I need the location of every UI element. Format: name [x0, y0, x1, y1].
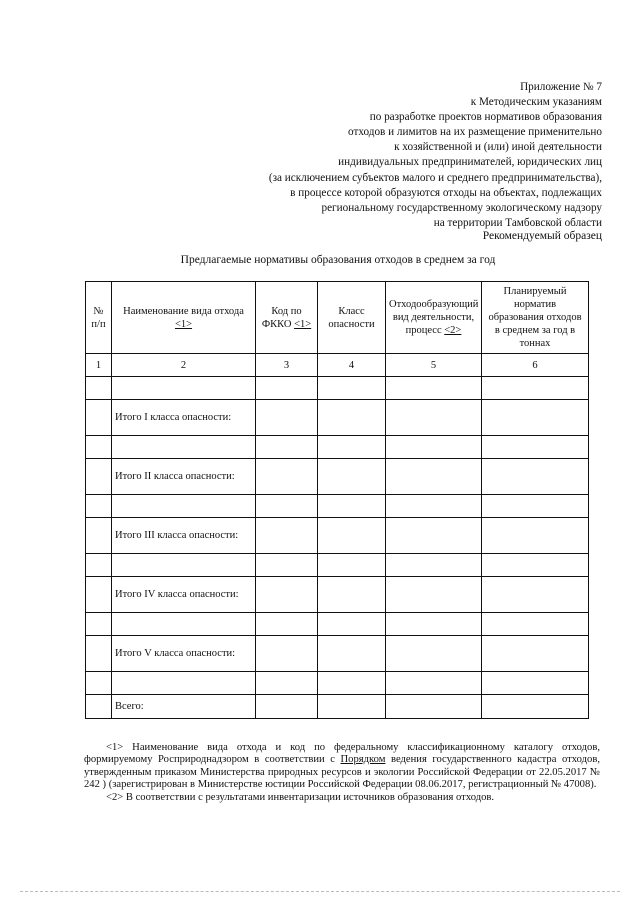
total-row-class-1: [86, 400, 589, 436]
empty-row: [86, 377, 589, 400]
header-line: региональному государственному экологическому надзору: [321, 201, 602, 214]
column-number: 2: [112, 354, 256, 377]
total-row-class-5: [86, 636, 589, 672]
appendix-header: [269, 80, 602, 231]
empty-row: [86, 554, 589, 577]
empty-row: [86, 495, 589, 518]
waste-norms-table: [85, 281, 589, 719]
table-header-row: [86, 282, 589, 354]
total-label: Итого III класса опасности:: [112, 518, 256, 554]
header-cell-activity: [386, 282, 482, 354]
header-line: к хозяйственной и (или) иной деятельности: [394, 141, 602, 154]
header-text: Отходообразующий вид деятельности, процесс: [389, 299, 479, 336]
footnotes: [84, 742, 600, 804]
header-cell-waste-name: [112, 282, 256, 354]
footnote-text: ведения государственного кадастра отходов, утвержденным приказом Министерства природных ресурсов и экологии Российской Федерации от 22.05.2017 № 242 ) (зарегистрирован в Министерстве юстиции Российской Федерации 08.06.2017, регистрационный № 47008).: [84, 754, 601, 790]
grand-total-row: [86, 695, 589, 719]
header-cell-fkko-code: [256, 282, 318, 354]
footnote-ref-2[interactable]: <2>: [444, 325, 462, 336]
column-number: 1: [86, 354, 112, 377]
total-label: Итого V класса опасности:: [112, 636, 256, 672]
column-number: 5: [386, 354, 482, 377]
empty-row: [86, 672, 589, 695]
grand-total-label: Всего:: [112, 695, 256, 719]
total-label: Итого I класса опасности:: [112, 400, 256, 436]
sample-label: Рекомендуемый образец: [482, 230, 602, 242]
empty-row: [86, 613, 589, 636]
footnote-ref-1[interactable]: <1>: [294, 318, 312, 330]
column-number: 3: [256, 354, 318, 377]
header-line: индивидуальных предпринимателей, юридических лиц: [338, 156, 602, 169]
header-line: к Методическим указаниям: [470, 96, 602, 109]
column-number-row: [86, 354, 589, 377]
column-number: 4: [318, 354, 386, 377]
total-label: Итого IV класса опасности:: [112, 577, 256, 613]
header-line: Приложение № 7: [520, 81, 602, 93]
footnote-ref-1[interactable]: <1>: [174, 318, 193, 330]
header-line: на территории Тамбовской области: [433, 216, 602, 229]
header-line: отходов и лимитов на их размещение применительно: [348, 126, 602, 139]
header-text: Код по ФККО: [261, 305, 302, 330]
header-line: в процессе которой образуются отходы на объектах, подлежащих: [290, 186, 602, 199]
header-text: Наименование вида отхода: [123, 305, 244, 317]
total-label: Итого II класса опасности:: [112, 459, 256, 495]
column-number: 6: [482, 354, 589, 377]
document-title: Предлагаемые нормативы образования отходов в среднем за год: [180, 254, 496, 266]
header-cell-planned-norm: Планируемый норматив образования отходов в среднем за год в тоннах: [482, 282, 589, 354]
header-line: (за исключением субъектов малого и среднего предпринимательства),: [268, 171, 602, 184]
order-link[interactable]: Порядком: [340, 754, 386, 766]
footnote-1: [84, 742, 600, 791]
total-row-class-4: [86, 577, 589, 613]
total-row-class-2: [86, 459, 589, 495]
footer-divider: [20, 891, 620, 892]
header-cell-number: № п/п: [86, 282, 112, 354]
total-row-class-3: [86, 518, 589, 554]
header-cell-hazard-class: Класс опасности: [318, 282, 386, 354]
footnote-text: <1> Наименование вида отхода и код по федеральному классификационному каталогу отходов, формируемому Росприроднадзором в соответствии с: [84, 742, 600, 766]
footnote-2: <2> В соответствии с результатами инвентаризации источников образования отходов.: [106, 792, 495, 804]
header-line: по разработке проектов нормативов образования: [369, 111, 602, 124]
empty-row: [86, 436, 589, 459]
